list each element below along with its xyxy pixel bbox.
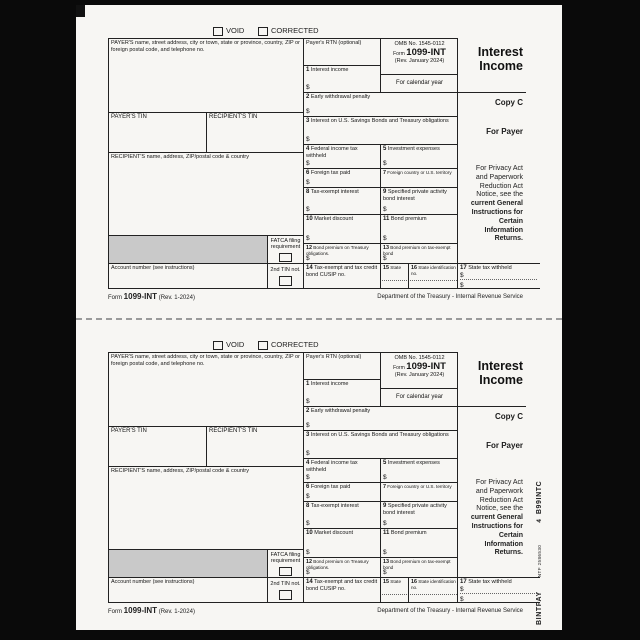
- recipient-tin-box: [206, 426, 303, 466]
- dollar-sign: $: [383, 568, 387, 576]
- box-6-foreign-tax-paid: [303, 168, 380, 187]
- form-title: [458, 46, 523, 73]
- dollar-sign: $: [306, 421, 310, 429]
- form-title-word-2: Income: [479, 372, 523, 387]
- form-number: 1099-INT: [406, 360, 446, 372]
- form-revision: (Rev. January 2024): [394, 58, 445, 64]
- box-label: Tax-exempt interest: [310, 503, 359, 509]
- box-number: 8: [306, 189, 310, 195]
- box-4-federal-tax-withheld: [303, 458, 380, 482]
- second-tin-checkbox[interactable]: [279, 590, 292, 600]
- payer-tin-box: [108, 112, 206, 152]
- box-number: 8: [306, 503, 310, 509]
- second-tin-label: 2nd TIN not.: [270, 581, 301, 588]
- entry-line: [410, 280, 457, 281]
- box-label: Interest income: [310, 67, 349, 73]
- box-9-private-activity-bond: [380, 501, 458, 528]
- for-payer-label: For Payer: [486, 127, 523, 136]
- box-label: Early withdrawal penalty: [310, 94, 371, 100]
- dollar-sign: $: [306, 492, 310, 500]
- box-number: 10: [306, 216, 313, 222]
- shaded-box: [108, 549, 267, 577]
- box-7-foreign-country: [380, 168, 458, 187]
- form-revision: (Rev. January 2024): [394, 372, 445, 378]
- calendar-year-label: For calendar year: [395, 80, 444, 87]
- form-title-word-1: Interest: [477, 359, 523, 373]
- privacy-act-notice: [465, 479, 523, 558]
- box-17-state-tax-withheld: [458, 577, 540, 603]
- dollar-sign: $: [306, 107, 310, 115]
- fatca-checkbox[interactable]: [279, 567, 292, 576]
- box-label: Tax-exempt and tax credit bond CUSIP no.: [306, 579, 378, 592]
- box-label: Federal income tax withheld: [306, 146, 358, 159]
- dollar-sign: $: [383, 254, 387, 262]
- footer-form-number: 1099-INT: [123, 606, 158, 615]
- payer-tin-label: PAYER'S TIN: [111, 114, 147, 120]
- payer-name-box: [108, 38, 303, 112]
- footer-form-number: 1099-INT: [123, 292, 158, 301]
- box-label: State tax withheld: [468, 579, 512, 585]
- account-number-box: [108, 577, 267, 603]
- box-11-bond-premium: [380, 214, 458, 243]
- dollar-sign: $: [383, 205, 387, 213]
- recipient-name-label: RECIPIENT'S name, address, ZIP/postal code & country: [111, 154, 249, 160]
- box-label: Interest on U.S. Savings Bonds and Treasury obligations: [310, 432, 449, 438]
- right-column-divider: [458, 92, 526, 93]
- for-payer-label: For Payer: [486, 441, 523, 450]
- box-label: Foreign tax paid: [310, 484, 351, 490]
- fatca-filing-label: FATCA filing requirement: [270, 237, 301, 250]
- box-number: 5: [383, 146, 387, 152]
- void-label: VOID: [226, 26, 245, 35]
- recipient-tin-label: RECIPIENT'S TIN: [209, 428, 258, 434]
- privacy-act-notice: [465, 165, 523, 244]
- box-label: State: [390, 579, 402, 584]
- box-14-cusip: [303, 577, 380, 603]
- account-number-label: Account number (see instructions): [111, 579, 195, 585]
- dollar-sign: $: [306, 135, 310, 143]
- box-number: 11: [383, 530, 390, 536]
- dollar-sign: $: [306, 159, 310, 167]
- second-tin-label: 2nd TIN not.: [270, 267, 301, 274]
- box-number: 7: [383, 484, 386, 490]
- recipient-name-box: [108, 466, 303, 549]
- payer-tin-label: PAYER'S TIN: [111, 428, 147, 434]
- box-number: 12: [306, 559, 312, 565]
- payer-rtn-label: Payer's RTN (optional): [306, 354, 362, 360]
- dollar-sign: $: [383, 548, 387, 556]
- form-footer-left: [108, 606, 195, 615]
- shaded-box: [108, 235, 267, 263]
- print-code-form-code: B99INTC: [535, 480, 543, 515]
- corrected-label: CORRECTED: [271, 340, 319, 349]
- box-13-bond-premium-tax-exempt: [380, 243, 458, 263]
- form-page: [76, 5, 562, 630]
- box-16-state-id: [408, 263, 458, 289]
- calendar-year-box: [380, 74, 458, 92]
- form-word: Form: [393, 364, 405, 371]
- dollar-sign: $: [383, 159, 387, 167]
- form-copy-bottom: [76, 319, 562, 619]
- box-label: Market discount: [314, 530, 354, 536]
- form-word: Form: [393, 50, 405, 57]
- form-footer-left: [108, 292, 195, 301]
- omb-box: [380, 352, 458, 388]
- box-number: 17: [460, 265, 467, 271]
- box-6-foreign-tax-paid: [303, 482, 380, 501]
- entry-line: [382, 280, 407, 281]
- box-number: 9: [383, 189, 387, 195]
- footer-form-word: Form: [108, 609, 122, 615]
- privacy-notice-text: For Privacy Act and Paperwork Reduction Act Notice, see the: [475, 479, 523, 513]
- dollar-sign: $: [306, 397, 310, 405]
- box-9-private-activity-bond: [380, 187, 458, 214]
- payer-rtn-label: Payer's RTN (optional): [306, 40, 362, 46]
- recipient-name-box: [108, 152, 303, 235]
- box-label: Bond premium on tax-exempt bond: [383, 245, 451, 257]
- box-label: Specified private activity bond interest: [383, 189, 447, 202]
- box-7-foreign-country: [380, 482, 458, 501]
- dollar-sign: $: [383, 519, 387, 527]
- box-number: 15: [383, 265, 389, 271]
- corrected-checkbox[interactable]: [258, 27, 268, 36]
- void-label: VOID: [226, 340, 245, 349]
- box-16-state-id: [408, 577, 458, 603]
- box-label: State tax withheld: [468, 265, 512, 271]
- privacy-notice-bold-text: current General Instructions for Certain Information Returns.: [470, 514, 523, 557]
- box-label: Foreign country or U.S. territory: [387, 170, 452, 175]
- dollar-sign: $: [306, 234, 310, 242]
- dollar-sign: $: [306, 548, 310, 556]
- box-number: 14: [306, 579, 313, 585]
- box-5-investment-expenses: [380, 458, 458, 482]
- box-15-state: [380, 263, 408, 289]
- form-footer-department: Department of the Treasury - Internal Revenue Service: [377, 294, 523, 300]
- corrected-label: CORRECTED: [271, 26, 319, 35]
- print-code-strip: [531, 435, 547, 625]
- box-8-tax-exempt-interest: [303, 501, 380, 528]
- box-1-interest-income: [303, 379, 380, 406]
- dollar-sign: $: [306, 178, 310, 186]
- box-label: State identification no.: [411, 265, 456, 277]
- omb-number: OMB No. 1545-0112: [394, 41, 445, 47]
- calendar-year-box: [380, 388, 458, 406]
- box-label: Interest income: [310, 381, 349, 387]
- box-number: 6: [306, 484, 310, 490]
- footer-revision: (Rev. 1-2024): [158, 609, 195, 615]
- box-label: Foreign tax paid: [310, 170, 351, 176]
- dollar-sign: $: [460, 282, 464, 289]
- box-number: 14: [306, 265, 313, 271]
- box-number: 11: [383, 216, 390, 222]
- box-label: Tax-exempt and tax credit bond CUSIP no.: [306, 265, 378, 278]
- box-8-tax-exempt-interest: [303, 187, 380, 214]
- dollar-sign: $: [306, 449, 310, 457]
- print-code-product: BINTPAY: [535, 591, 543, 625]
- box-label: Bond premium: [390, 216, 427, 222]
- form-title-line: [383, 46, 456, 58]
- dollar-sign: $: [383, 234, 387, 242]
- fatca-checkbox[interactable]: [279, 253, 292, 262]
- footer-revision: (Rev. 1-2024): [158, 295, 195, 301]
- box-10-market-discount: [303, 528, 380, 557]
- box-number: 12: [306, 245, 312, 251]
- box-label: State: [390, 265, 402, 270]
- box-4-federal-tax-withheld: [303, 144, 380, 168]
- box-number: 3: [306, 118, 310, 124]
- calendar-year-label: For calendar year: [395, 394, 444, 401]
- dollar-sign: $: [306, 205, 310, 213]
- box-number: 6: [306, 170, 310, 176]
- print-code-ntf: NTF 2586530: [536, 544, 542, 578]
- box-12-bond-premium-treasury: [303, 557, 380, 577]
- box-11-bond-premium: [380, 528, 458, 557]
- dollar-sign: $: [306, 473, 310, 481]
- recipient-name-label: RECIPIENT'S name, address, ZIP/postal code & country: [111, 468, 249, 474]
- dollar-sign: $: [383, 473, 387, 481]
- box-2-early-withdrawal-penalty: [303, 406, 458, 430]
- box-3-us-savings-bonds: [303, 116, 458, 144]
- box-label: State identification no.: [411, 579, 456, 591]
- box-label: Early withdrawal penalty: [310, 408, 371, 414]
- box-label: Bond premium: [390, 530, 427, 536]
- second-tin-checkbox[interactable]: [279, 276, 292, 286]
- box-number: 10: [306, 530, 313, 536]
- copy-designation: Copy C: [495, 412, 523, 421]
- form-footer-department: Department of the Treasury - Internal Revenue Service: [377, 608, 523, 614]
- box-label: Federal income tax withheld: [306, 460, 358, 473]
- form-title-word-1: Interest: [477, 45, 523, 59]
- form-title-word-2: Income: [479, 58, 523, 73]
- entry-line: [382, 594, 407, 595]
- box-number: 2: [306, 408, 310, 414]
- payer-name-label: PAYER'S name, street address, city or town, state or province, country, ZIP or foreign postal code, and telephone no.: [111, 40, 300, 53]
- dollar-sign: $: [460, 596, 464, 603]
- box-number: 16: [411, 579, 417, 585]
- dollar-sign: $: [306, 568, 310, 576]
- dollar-sign: $: [306, 519, 310, 527]
- corrected-checkbox[interactable]: [258, 341, 268, 350]
- right-column-divider: [458, 406, 526, 407]
- box-15-state: [380, 577, 408, 603]
- form-title: [458, 360, 523, 387]
- box-2-early-withdrawal-penalty: [303, 92, 458, 116]
- form-number: 1099-INT: [406, 46, 446, 58]
- box-number: 4: [306, 460, 310, 466]
- recipient-tin-label: RECIPIENT'S TIN: [209, 114, 258, 120]
- box-number: 13: [383, 245, 389, 251]
- box-label: Foreign country or U.S. territory: [387, 484, 452, 489]
- box-5-investment-expenses: [380, 144, 458, 168]
- box-number: 15: [383, 579, 389, 585]
- box-label: Bond premium on Treasury obligations.: [306, 245, 369, 257]
- account-number-label: Account number (see instructions): [111, 265, 195, 271]
- fatca-filing-box: [267, 549, 303, 577]
- box-13-bond-premium-tax-exempt: [380, 557, 458, 577]
- box-label: Tax-exempt interest: [310, 189, 359, 195]
- box-number: 2: [306, 94, 310, 100]
- fatca-filing-label: FATCA filing requirement: [270, 551, 301, 564]
- box-number: 1: [306, 67, 310, 73]
- box-number: 9: [383, 503, 387, 509]
- fatca-filing-box: [267, 235, 303, 263]
- box-label: Bond premium on tax-exempt bond: [383, 559, 451, 571]
- box-number: 4: [306, 146, 310, 152]
- privacy-notice-text: For Privacy Act and Paperwork Reduction Act Notice, see the: [475, 165, 523, 199]
- box-number: 16: [411, 265, 417, 271]
- box-12-bond-premium-treasury: [303, 243, 380, 263]
- form-copy-top: [76, 5, 562, 305]
- print-code-sequence: 4: [535, 519, 543, 523]
- omb-box: [380, 38, 458, 74]
- void-checkbox[interactable]: [213, 27, 223, 36]
- copy-designation: Copy C: [495, 98, 523, 107]
- box-label: Market discount: [314, 216, 354, 222]
- box-number: 13: [383, 559, 389, 565]
- recipient-tin-box: [206, 112, 303, 152]
- payer-name-box: [108, 352, 303, 426]
- payer-rtn-box: [303, 352, 380, 379]
- box-label: Specified private activity bond interest: [383, 503, 447, 516]
- box-number: 1: [306, 381, 310, 387]
- omb-number: OMB No. 1545-0112: [394, 355, 445, 361]
- box-label: Investment expenses: [387, 146, 440, 152]
- account-number-box: [108, 263, 267, 289]
- box-number: 5: [383, 460, 387, 466]
- payer-tin-box: [108, 426, 206, 466]
- void-checkbox[interactable]: [213, 341, 223, 350]
- privacy-notice-bold-text: current General Instructions for Certain Information Returns.: [470, 200, 523, 243]
- box-number: 3: [306, 432, 310, 438]
- box-label: Interest on U.S. Savings Bonds and Treasury obligations: [310, 118, 449, 124]
- box-10-market-discount: [303, 214, 380, 243]
- box-3-us-savings-bonds: [303, 430, 458, 458]
- form-title-line: [383, 360, 456, 372]
- box-1-interest-income: [303, 65, 380, 92]
- footer-form-word: Form: [108, 295, 122, 301]
- box-17-state-tax-withheld: [458, 263, 540, 289]
- dollar-sign: $: [306, 254, 310, 262]
- dollar-sign: $: [460, 586, 537, 594]
- second-tin-box: [267, 263, 303, 289]
- box-label: Investment expenses: [387, 460, 440, 466]
- box-label: Bond premium on Treasury obligations.: [306, 559, 369, 571]
- payer-rtn-box: [303, 38, 380, 65]
- box-number: 7: [383, 170, 386, 176]
- box-number: 17: [460, 579, 467, 585]
- dollar-sign: $: [460, 272, 537, 280]
- dollar-sign: $: [306, 83, 310, 91]
- box-14-cusip: [303, 263, 380, 289]
- entry-line: [410, 594, 457, 595]
- payer-name-label: PAYER'S name, street address, city or town, state or province, country, ZIP or foreign postal code, and telephone no.: [111, 354, 300, 367]
- second-tin-box: [267, 577, 303, 603]
